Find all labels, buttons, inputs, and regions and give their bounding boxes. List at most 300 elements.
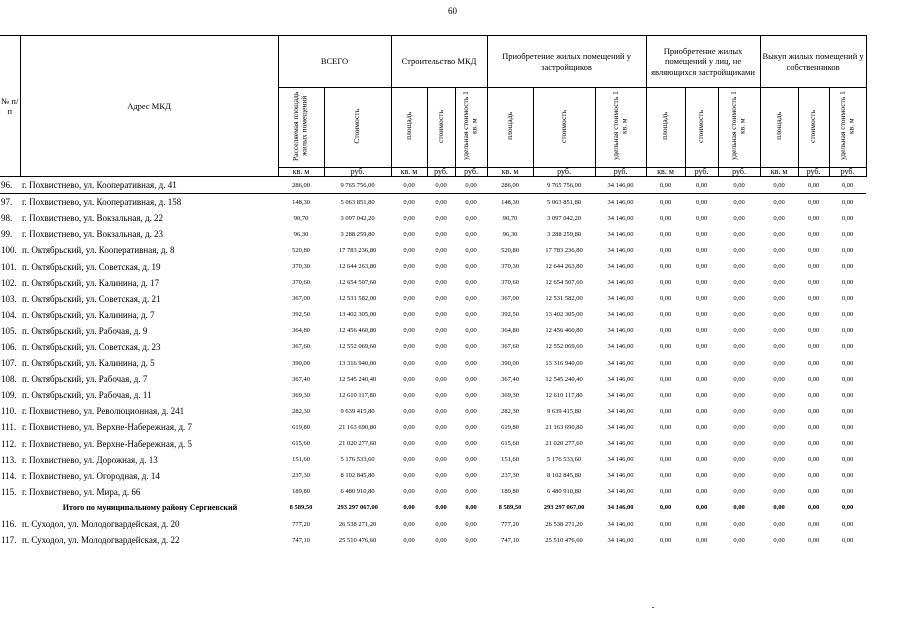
developers-unit-cost-cell: 34 146,00 <box>607 407 634 415</box>
non-developers-unit-cost-cell: 0,00 <box>733 279 745 287</box>
construction-cost-cell: 0,00 <box>435 279 447 287</box>
non-developers-cost-cell: 0,00 <box>695 407 708 415</box>
construction-unit-cost-cell: 0,00 <box>465 504 477 512</box>
table-row <box>0 323 866 339</box>
owners-area-cell: 0,00 <box>773 214 785 222</box>
construction-area-cell: 0,00 <box>403 359 415 367</box>
header-developers-unit-cost: удельная стоимость 1 кв. м <box>610 91 629 161</box>
owners-cost-cell: 0,00 <box>807 504 820 512</box>
header-group-owners: Выкуп жилых помещений у собственников <box>760 36 866 88</box>
construction-unit-cost-cell: 0,00 <box>465 327 477 335</box>
owners-unit-cost-cell: 0,00 <box>841 343 854 351</box>
non-developers-unit-cost-cell: 0,00 <box>733 423 745 431</box>
construction-unit-cost-cell: 0,00 <box>465 536 477 544</box>
construction-area-cell: 0,00 <box>403 407 415 415</box>
header-num: № п/п <box>0 36 20 177</box>
developers-area-cell: 390,00 <box>501 359 519 367</box>
construction-unit-cost-cell: 0,00 <box>465 359 477 367</box>
construction-cost-cell: 0,00 <box>435 375 447 383</box>
construction-cost-cell: 0,00 <box>435 456 447 464</box>
construction-cost-cell: 0,00 <box>435 327 447 335</box>
total-area-cell: 367,40 <box>292 375 310 383</box>
construction-cost-cell: 0,00 <box>427 177 455 194</box>
owners-cost-cell: 0,00 <box>807 520 820 528</box>
header-total-area: Расселяемая площадь жилых помещений <box>291 91 309 162</box>
unit-cell: руб. <box>685 168 718 177</box>
total-cost-cell: 21 163 690,80 <box>338 423 377 431</box>
total-cost-cell: 3 288 259,80 <box>340 230 375 238</box>
row-address: г. Похвистнево, ул. Дорожная, д. 13 <box>22 454 158 465</box>
owners-area-cell: 0,00 <box>773 391 785 399</box>
row-address: п. Суходол, ул. Молодогвардейская, д. 20 <box>22 519 180 530</box>
developers-cost-cell: 12 545 240,40 <box>545 375 583 383</box>
developers-cost-cell: 293 297 067,00 <box>543 504 585 512</box>
non-developers-area-cell: 0,00 <box>659 311 672 319</box>
construction-unit-cost-cell: 0,00 <box>465 472 477 480</box>
non-developers-unit-cost-cell: 0,00 <box>733 472 745 480</box>
construction-area-cell: 0,00 <box>403 456 415 464</box>
construction-unit-cost-cell: 0,00 <box>465 375 477 383</box>
non-developers-unit-cost-cell: 0,00 <box>733 343 745 351</box>
unit-cell: руб. <box>595 168 646 177</box>
developers-area-cell: 189,80 <box>501 488 519 496</box>
developers-cost-cell: 12 531 582,00 <box>545 295 583 303</box>
unit-cell: руб. <box>427 168 455 177</box>
non-developers-cost-cell: 0,00 <box>695 263 708 271</box>
owners-cost-cell: 0,00 <box>807 472 820 480</box>
owners-unit-cost-cell: 0,00 <box>841 198 854 206</box>
total-area-cell: 282,30 <box>292 407 310 415</box>
non-developers-cost-cell: 0,00 <box>695 423 708 431</box>
page-number: 60 <box>448 6 457 16</box>
table-row <box>0 226 866 242</box>
total-cost-cell: 13 402 305,00 <box>338 311 377 319</box>
table-row <box>0 242 866 258</box>
developers-area-cell: 520,80 <box>501 246 519 254</box>
developers-unit-cost-cell: 34 146,00 <box>607 327 634 335</box>
non-developers-area-cell: 0,00 <box>659 343 672 351</box>
header-group-total: ВСЕГО <box>278 36 391 88</box>
unit-cell: кв. м <box>391 168 427 177</box>
developers-cost-cell: 13 402 305,00 <box>545 311 583 319</box>
developers-area-cell: 615,60 <box>501 440 519 448</box>
owners-cost-cell: 0,00 <box>807 456 820 464</box>
total-area-cell: 96,30 <box>293 230 309 238</box>
header-owners-area: площадь <box>773 112 783 141</box>
owners-cost-cell: 0,00 <box>807 423 820 431</box>
developers-area-cell: 367,00 <box>501 295 519 303</box>
owners-cost-cell: 0,00 <box>807 440 820 448</box>
owners-unit-cost-cell: 0,00 <box>841 295 854 303</box>
developers-area-cell: 90,70 <box>502 214 518 222</box>
non-developers-unit-cost-cell: 0,00 <box>733 456 745 464</box>
owners-cost-cell: 0,00 <box>807 246 820 254</box>
owners-area-cell: 0,00 <box>773 504 785 512</box>
owners-unit-cost-cell: 0,00 <box>841 263 854 271</box>
developers-cost-cell: 5 176 533,60 <box>546 456 582 464</box>
header-group-non-developers: Приобретение жилых помещений у лиц, не являющихся застройщиками <box>646 36 760 88</box>
scan-speck <box>652 607 654 608</box>
developers-area-cell: 367,40 <box>501 375 519 383</box>
total-cost-cell: 5 063 851,80 <box>340 198 375 206</box>
owners-area-cell: 0,00 <box>773 263 785 271</box>
developers-cost-cell: 12 644 263,80 <box>545 263 583 271</box>
table-row <box>0 532 866 548</box>
developers-unit-cost-cell: 34 146,00 <box>607 359 634 367</box>
row-address: п. Октябрьский, ул. Рабочая, д. 11 <box>22 390 152 401</box>
total-area-cell: 619,80 <box>292 423 310 431</box>
non-developers-unit-cost-cell: 0,00 <box>733 536 745 544</box>
developers-unit-cost-cell: 34 146,00 <box>607 311 634 319</box>
construction-cost-cell: 0,00 <box>435 214 447 222</box>
construction-area-cell: 0,00 <box>403 263 415 271</box>
total-area-cell: 148,30 <box>292 198 310 206</box>
non-developers-area-cell: 0,00 <box>659 246 672 254</box>
header-owners-cost: стоимость <box>808 109 818 143</box>
developers-cost-cell: 3 097 042,20 <box>546 214 582 222</box>
owners-cost-cell: 0,00 <box>807 536 820 544</box>
developers-cost-cell: 3 288 259,80 <box>546 230 582 238</box>
construction-area-cell: 0,00 <box>403 198 415 206</box>
construction-cost-cell: 0,00 <box>435 359 447 367</box>
owners-unit-cost-cell: 0,00 <box>841 230 854 238</box>
row-address: г. Похвистнево, ул. Кооперативная, д. 158 <box>22 197 182 208</box>
table-row <box>0 177 866 194</box>
developers-unit-cost-cell: 34 146,00 <box>607 423 634 431</box>
total-area-cell: 151,60 <box>292 456 310 464</box>
row-address: п. Октябрьский, ул. Советская, д. 21 <box>22 293 161 304</box>
non-developers-unit-cost-cell: 0,00 <box>733 375 745 383</box>
owners-unit-cost-cell: 0,00 <box>841 214 854 222</box>
developers-unit-cost-cell: 34 146,00 <box>607 536 634 544</box>
construction-unit-cost-cell: 0,00 <box>465 343 477 351</box>
total-cost-cell: 12 644 263,80 <box>338 263 377 271</box>
developers-area-cell: 392,50 <box>501 311 519 319</box>
total-cost-cell: 12 531 582,00 <box>338 295 377 303</box>
total-area-cell: 369,30 <box>292 391 310 399</box>
developers-area-cell: 777,20 <box>501 520 519 528</box>
owners-area-cell: 0,00 <box>773 488 785 496</box>
owners-unit-cost-cell: 0,00 <box>841 407 854 415</box>
owners-cost-cell: 0,00 <box>807 375 820 383</box>
non-developers-area-cell: 0,00 <box>659 407 672 415</box>
total-cost-cell: 8 102 845,80 <box>340 472 375 480</box>
non-developers-unit-cost-cell: 0,00 <box>733 520 745 528</box>
owners-area-cell: 0,00 <box>773 279 785 287</box>
construction-area-cell: 0,00 <box>403 279 415 287</box>
row-address: г. Похвистнево, ул. Верхне-Набережная, д. 7 <box>22 422 193 433</box>
owners-area-cell: 0,00 <box>773 311 785 319</box>
owners-area-cell: 0,00 <box>760 177 798 194</box>
construction-area-cell: 0,00 <box>403 536 415 544</box>
owners-cost-cell: 0,00 <box>807 327 820 335</box>
non-developers-cost-cell: 0,00 <box>695 311 708 319</box>
total-cost-cell: 9 639 415,80 <box>340 407 375 415</box>
total-row <box>0 500 866 516</box>
construction-cost-cell: 0,00 <box>435 295 447 303</box>
non-developers-area-cell: 0,00 <box>659 214 672 222</box>
row-number: 110. <box>1 406 17 417</box>
construction-cost-cell: 0,00 <box>435 391 447 399</box>
header-non-developers-area: площадь <box>660 112 670 141</box>
construction-cost-cell: 0,00 <box>435 536 447 544</box>
owners-area-cell: 0,00 <box>773 375 785 383</box>
total-area-cell: 777,20 <box>292 520 310 528</box>
row-number: 100. <box>1 245 17 256</box>
owners-area-cell: 0,00 <box>773 230 785 238</box>
non-developers-area-cell: 0,00 <box>659 263 672 271</box>
table-row <box>0 484 866 500</box>
table-row <box>0 339 866 355</box>
row-number: 109. <box>1 390 17 401</box>
total-area-cell: 367,60 <box>292 343 310 351</box>
unit-cell: кв. м <box>760 168 798 177</box>
non-developers-unit-cost-cell: 0,00 <box>733 263 745 271</box>
owners-cost-cell: 0,00 <box>807 359 820 367</box>
row-number: 104. <box>1 309 17 320</box>
construction-unit-cost-cell: 0,00 <box>465 214 477 222</box>
table-row <box>0 419 866 435</box>
developers-cost-cell: 26 538 271,20 <box>545 520 583 528</box>
construction-cost-cell: 0,00 <box>435 246 447 254</box>
developers-unit-cost-cell: 34 146,00 <box>595 177 646 194</box>
owners-area-cell: 0,00 <box>773 198 785 206</box>
table-row <box>0 468 866 484</box>
construction-unit-cost-cell: 0,00 <box>465 520 477 528</box>
developers-area-cell: 286,00 <box>487 177 533 194</box>
developers-unit-cost-cell: 34 146,00 <box>607 263 634 271</box>
developers-area-cell: 370,30 <box>501 263 519 271</box>
developers-cost-cell: 12 552 069,60 <box>545 343 583 351</box>
owners-area-cell: 0,00 <box>773 359 785 367</box>
row-address: п. Октябрьский, ул. Советская, д. 19 <box>22 261 161 272</box>
table-row <box>0 194 866 211</box>
non-developers-area-cell: 0,00 <box>659 536 672 544</box>
developers-area-cell: 370,60 <box>501 279 519 287</box>
developers-unit-cost-cell: 34 146,00 <box>607 279 634 287</box>
table-row <box>0 258 866 274</box>
construction-area-cell: 0,00 <box>403 246 415 254</box>
header-construction-unit-cost: удельная стоимость 1 кв. м <box>461 91 480 161</box>
total-cost-cell: 12 610 117,80 <box>338 391 377 399</box>
non-developers-unit-cost-cell: 0,00 <box>733 246 745 254</box>
row-number: 105. <box>1 325 17 336</box>
table-row <box>0 371 866 387</box>
construction-area-cell: 0,00 <box>403 488 415 496</box>
table-row <box>0 436 866 452</box>
developers-cost-cell: 12 654 507,60 <box>545 279 583 287</box>
owners-cost-cell: 0,00 <box>807 311 820 319</box>
row-address: г. Похвистнево, ул. Вокзальная, д. 23 <box>22 229 164 240</box>
total-cost-cell: 293 297 067,00 <box>337 504 378 512</box>
construction-unit-cost-cell: 0,00 <box>465 198 477 206</box>
row-number: 111. <box>1 422 17 433</box>
total-area-cell: 90,70 <box>293 214 309 222</box>
owners-cost-cell: 0,00 <box>807 295 820 303</box>
developers-cost-cell: 9 765 756,00 <box>533 177 595 194</box>
unit-cell: руб. <box>718 168 760 177</box>
header-non-developers-unit-cost: удельная стоимость 1 кв. м <box>729 91 748 161</box>
owners-unit-cost-cell: 0,00 <box>841 246 854 254</box>
non-developers-cost-cell: 0,00 <box>695 504 708 512</box>
row-address: п. Октябрьский, ул. Калинина, д. 17 <box>22 277 160 288</box>
owners-unit-cost-cell: 0,00 <box>841 472 854 480</box>
construction-unit-cost-cell: 0,00 <box>465 230 477 238</box>
developers-area-cell: 619,80 <box>501 423 519 431</box>
header-construction-area: площадь <box>403 112 413 141</box>
row-number: 116. <box>1 519 17 530</box>
construction-unit-cost-cell: 0,00 <box>455 177 487 194</box>
unit-cell: кв. м <box>487 168 533 177</box>
non-developers-unit-cost-cell: 0,00 <box>733 198 745 206</box>
total-area-cell: 364,80 <box>292 327 310 335</box>
total-area-cell: 520,80 <box>292 246 310 254</box>
owners-area-cell: 0,00 <box>773 440 785 448</box>
developers-cost-cell: 25 510 476,60 <box>545 536 583 544</box>
row-number <box>0 500 20 516</box>
construction-area-cell: 0,00 <box>403 375 415 383</box>
developers-unit-cost-cell: 34 146,00 <box>607 488 634 496</box>
non-developers-area-cell: 0,00 <box>659 472 672 480</box>
construction-cost-cell: 0,00 <box>435 343 447 351</box>
non-developers-cost-cell: 0,00 <box>695 295 708 303</box>
non-developers-unit-cost-cell: 0,00 <box>733 327 745 335</box>
unit-cell: руб. <box>798 168 829 177</box>
owners-unit-cost-cell: 0,00 <box>841 327 854 335</box>
non-developers-area-cell: 0,00 <box>659 504 672 512</box>
developers-cost-cell: 17 783 236,80 <box>545 246 583 254</box>
construction-unit-cost-cell: 0,00 <box>465 456 477 464</box>
row-number: 101. <box>1 261 17 272</box>
row-address: г. Похвистнево, ул. Вокзальная, д. 22 <box>22 213 164 224</box>
non-developers-unit-cost-cell: 0,00 <box>733 295 745 303</box>
row-address: г. Похвистнево, ул. Огородная, д. 14 <box>22 470 160 481</box>
header-total-cost: Стоимость <box>352 109 362 144</box>
table-row <box>0 403 866 419</box>
construction-cost-cell: 0,00 <box>435 423 447 431</box>
owners-unit-cost-cell: 0,00 <box>841 456 854 464</box>
total-cost-cell: 25 510 476,60 <box>338 536 377 544</box>
construction-cost-cell: 0,00 <box>435 440 447 448</box>
row-address: п. Октябрьский, ул. Калинина, д. 5 <box>22 358 155 369</box>
table-row <box>0 210 866 226</box>
construction-unit-cost-cell: 0,00 <box>465 295 477 303</box>
construction-cost-cell: 0,00 <box>435 520 447 528</box>
row-address: Итого по муниципальному району Сергиевский <box>62 503 238 513</box>
construction-area-cell: 0,00 <box>403 504 415 512</box>
construction-unit-cost-cell: 0,00 <box>465 423 477 431</box>
owners-unit-cost-cell: 0,00 <box>841 279 854 287</box>
non-developers-unit-cost-cell: 0,00 <box>733 359 745 367</box>
developers-cost-cell: 21 163 690,80 <box>545 423 583 431</box>
non-developers-cost-cell: 0,00 <box>695 536 708 544</box>
owners-cost-cell: 0,00 <box>807 230 820 238</box>
owners-unit-cost-cell: 0,00 <box>841 440 854 448</box>
row-number: 99. <box>1 229 13 240</box>
table-row <box>0 291 866 307</box>
row-address: п. Октябрьский, ул. Кооперативная, д. 8 <box>22 245 175 256</box>
total-area-cell: 189,80 <box>292 488 310 496</box>
owners-unit-cost-cell: 0,00 <box>841 536 854 544</box>
construction-area-cell: 0,00 <box>403 440 415 448</box>
non-developers-area-cell: 0,00 <box>659 423 672 431</box>
construction-cost-cell: 0,00 <box>435 263 447 271</box>
owners-unit-cost-cell: 0,00 <box>841 520 854 528</box>
total-area-cell: 747,10 <box>292 536 310 544</box>
developers-cost-cell: 6 480 910,80 <box>546 488 582 496</box>
unit-cell: руб. <box>829 168 866 177</box>
unit-cell: кв. м <box>646 168 685 177</box>
total-cost-cell: 17 783 236,80 <box>338 246 377 254</box>
non-developers-area-cell: 0,00 <box>659 520 672 528</box>
construction-area-cell: 0,00 <box>403 472 415 480</box>
total-area-cell: 390,00 <box>292 359 310 367</box>
developers-unit-cost-cell: 34 146,00 <box>607 472 634 480</box>
construction-cost-cell: 0,00 <box>435 198 447 206</box>
row-address: п. Октябрьский, ул. Калинина, д. 7 <box>22 309 155 320</box>
total-cost-cell: 3 097 042,20 <box>340 214 375 222</box>
non-developers-unit-cost-cell: 0,00 <box>733 311 745 319</box>
non-developers-area-cell: 0,00 <box>659 488 672 496</box>
non-developers-cost-cell: 0,00 <box>695 391 708 399</box>
developers-area-cell: 151,60 <box>501 456 519 464</box>
owners-cost-cell: 0,00 <box>807 279 820 287</box>
total-area-cell: 392,50 <box>292 311 310 319</box>
row-address: г. Похвистнево, ул. Революционная, д. 241 <box>22 406 185 417</box>
developers-unit-cost-cell: 34 146,00 <box>607 440 634 448</box>
developers-cost-cell: 8 102 845,80 <box>546 472 582 480</box>
developers-unit-cost-cell: 34 146,00 <box>607 246 634 254</box>
total-cost-cell: 6 480 910,80 <box>340 488 375 496</box>
construction-area-cell: 0,00 <box>403 343 415 351</box>
non-developers-unit-cost-cell: 0,00 <box>733 488 745 496</box>
owners-area-cell: 0,00 <box>773 520 785 528</box>
header-developers-area: площадь <box>504 112 514 141</box>
construction-unit-cost-cell: 0,00 <box>465 440 477 448</box>
construction-cost-cell: 0,00 <box>435 472 447 480</box>
developers-area-cell: 8 589,50 <box>498 504 522 512</box>
table-row <box>0 355 866 371</box>
construction-area-cell: 0,00 <box>391 177 427 194</box>
developers-area-cell: 237,30 <box>501 472 519 480</box>
owners-cost-cell: 0,00 <box>807 198 820 206</box>
owners-cost-cell: 0,00 <box>807 214 820 222</box>
construction-area-cell: 0,00 <box>403 423 415 431</box>
table-header <box>0 36 866 177</box>
unit-cell: руб. <box>324 168 391 177</box>
construction-area-cell: 0,00 <box>403 230 415 238</box>
owners-area-cell: 0,00 <box>773 343 785 351</box>
row-number: 114. <box>1 470 17 481</box>
owners-cost-cell: 0,00 <box>807 488 820 496</box>
header-group-developers: Приобретение жилых помещений у застройщиков <box>487 36 646 88</box>
construction-cost-cell: 0,00 <box>435 230 447 238</box>
non-developers-unit-cost-cell: 0,00 <box>733 214 745 222</box>
non-developers-unit-cost-cell: 0,00 <box>733 407 745 415</box>
owners-area-cell: 0,00 <box>773 472 785 480</box>
row-address: г. Похвистнево, ул. Верхне-Набережная, д. 5 <box>22 438 193 449</box>
developers-unit-cost-cell: 34 146,00 <box>607 391 634 399</box>
construction-unit-cost-cell: 0,00 <box>465 279 477 287</box>
developers-area-cell: 96,30 <box>502 230 518 238</box>
owners-unit-cost-cell: 0,00 <box>841 488 854 496</box>
unit-cell: кв. м <box>278 168 324 177</box>
developers-unit-cost-cell: 34 146,00 <box>607 198 634 206</box>
non-developers-unit-cost-cell: 0,00 <box>733 440 745 448</box>
owners-area-cell: 0,00 <box>773 536 785 544</box>
owners-unit-cost-cell: 0,00 <box>841 375 854 383</box>
owners-cost-cell: 0,00 <box>807 391 820 399</box>
